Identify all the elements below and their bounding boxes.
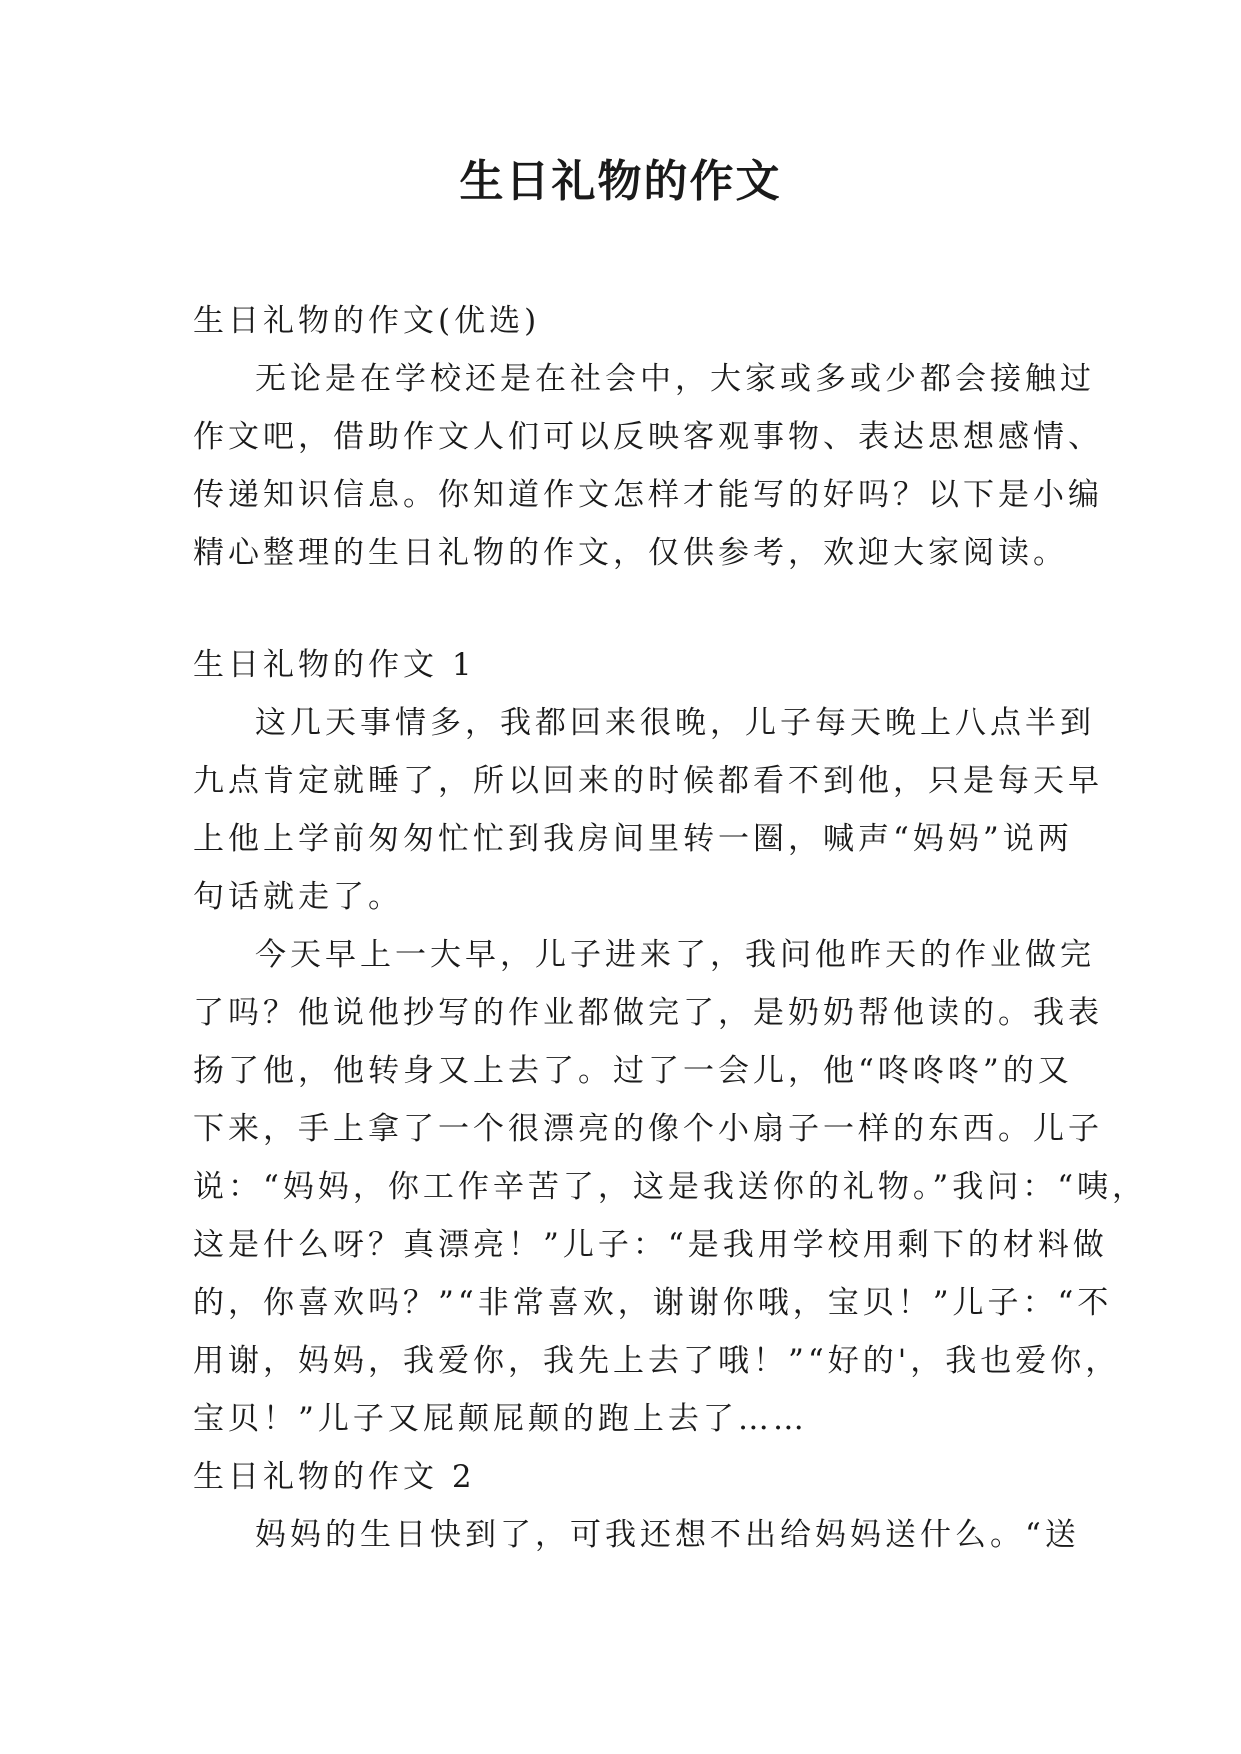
text-line: 妈妈的生日快到了，可我还想不出给妈妈送什么。“送 [255,1517,1080,1553]
text-line: 无论是在学校还是在社会中，大家或多或少都会接触过 [255,361,1095,397]
section-heading-1: 生日礼物的作文 1 [193,647,476,683]
document-subtitle: 生日礼物的作文(优选) [193,303,541,339]
document-body [193,292,1148,1564]
text-line: 下来，手上拿了一个很漂亮的像个小扇子一样的东西。儿子 [193,1111,1103,1147]
document-title: 生日礼物的作文 [459,156,782,207]
intro-paragraph [193,350,1103,582]
text-line: 作文吧，借助作文人们可以反映客观事物、表达思想感情、 [193,419,1103,455]
section1-paragraph-1 [193,694,1103,926]
text-line: 这几天事情多，我都回来很晚，儿子每天晚上八点半到 [255,705,1095,741]
text-line: 上他上学前匆匆忙忙到我房间里转一圈，喊声“妈妈”说两 [193,821,1073,857]
text-line: 这是什么呀？真漂亮！”儿子：“是我用学校用剩下的材料做 [193,1227,1108,1263]
text-line: 说：“妈妈，你工作辛苦了，这是我送你的礼物。”我问：“咦， [193,1169,1148,1205]
text-line: 九点肯定就睡了，所以回来的时候都看不到他，只是每天早 [193,763,1103,799]
text-line: 传递知识信息。你知道作文怎样才能写的好吗？以下是小编 [193,477,1103,513]
text-line: 精心整理的生日礼物的作文，仅供参考，欢迎大家阅读。 [193,535,1068,571]
section-heading-2: 生日礼物的作文 2 [193,1459,476,1495]
text-line: 扬了他，他转身又上去了。过了一会儿，他“咚咚咚”的又 [193,1053,1073,1089]
text-line: 用谢，妈妈，我爱你，我先上去了哦！”“好的'，我也爱你， [193,1343,1121,1379]
text-line: 句话就走了。 [193,879,403,915]
text-line: 了吗？他说他抄写的作业都做完了，是奶奶帮他读的。我表 [193,995,1103,1031]
section2-paragraph-1 [193,1506,1080,1564]
text-line: 的，你喜欢吗？”“非常喜欢，谢谢你哦，宝贝！”儿子：“不 [193,1285,1113,1321]
text-line: 宝贝！”儿子又屁颠屁颠的跑上去了…… [193,1401,808,1437]
section1-paragraph-2 [193,926,1148,1448]
text-line: 今天早上一大早，儿子进来了，我问他昨天的作业做完 [255,937,1095,973]
section-gap [193,582,1073,636]
